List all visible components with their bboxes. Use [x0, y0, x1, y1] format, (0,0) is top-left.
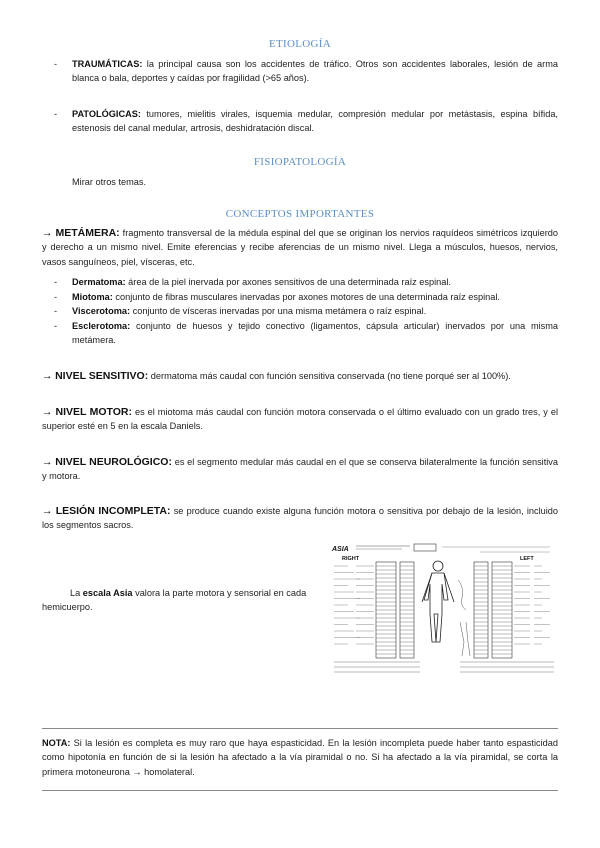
- nivel-neurologico-label: NIVEL NEUROLÓGICO:: [55, 456, 172, 468]
- traumaticas-text: la principal causa son los accidentes de tráfico. Otros son accidentes laborales, lesión de arma blanca o bala, deportes y caídas por fragilidad (>65 años).: [72, 59, 558, 84]
- bullet-dash: -: [54, 59, 58, 69]
- lesion-incompleta-text: se produce cuando existe alguna función motora o sensitiva por debajo de la lesión, incluido los segmentos sacros.: [42, 506, 559, 531]
- asia-post: valora la parte motora y sensorial en cada hemicuerpo.: [42, 588, 307, 613]
- nivel-neurologico-paragraph: [42, 455, 558, 484]
- bullet-dash: -: [54, 109, 58, 119]
- fisiopatologia-text: Mirar otros temas.: [72, 177, 147, 187]
- nivel-motor-paragraph: [42, 405, 558, 434]
- heading-fisiopatologia: FISIOPATOLOGÍA: [253, 156, 347, 168]
- list-item: [72, 319, 558, 348]
- asia-paragraph: [42, 586, 324, 615]
- heading-etiologia: ETIOLOGÍA: [269, 38, 331, 50]
- nivel-sensitivo-paragraph: [42, 369, 558, 383]
- nivel-motor-label: NIVEL MOTOR:: [55, 406, 132, 418]
- traumaticas-paragraph: [72, 57, 558, 86]
- arrow-icon: →: [42, 227, 53, 239]
- nivel-motor-text: es el miotoma más caudal con función motora conservada o el último evaluado con un grado tres, y el superior esté en 5 en la escala Daniels.: [42, 407, 558, 432]
- metamera-text: fragmento transversal de la médula espinal del que se originan los nervios raquídeos simétricos izquierdo y derecho a un mismo nivel. Emite eferencias y recibe aferencias de un mismo nivel. Llega a músculos, huesos, nervios, vasos sanguíneos, piel, vísceras, etc.: [42, 228, 558, 267]
- nota-paragraph: [42, 736, 558, 779]
- list-item: [72, 290, 558, 304]
- divider-top: [42, 728, 558, 729]
- patologicas-label: PATOLÓGICAS:: [72, 109, 141, 119]
- bullet-dash: -: [54, 277, 58, 287]
- item-label: Dermatoma:: [72, 277, 126, 287]
- item-text: conjunto de huesos y tejido conectivo (ligamentos, cápsula articular) inervados por una misma metámera.: [72, 321, 558, 346]
- nota-label: NOTA:: [42, 738, 71, 748]
- bullet-dash: -: [54, 321, 58, 331]
- asia-scale-form-image: [330, 542, 558, 678]
- lesion-incompleta-label: LESIÓN INCOMPLETA:: [55, 505, 171, 517]
- nivel-sensitivo-text: dermatoma más caudal con función sensitiva conservada (no tiene porqué ser al 100%).: [150, 371, 511, 381]
- asia-left-label: LEFT: [520, 556, 534, 562]
- asia-bold: escala Asia: [82, 588, 133, 598]
- arrow-icon: →: [42, 456, 53, 468]
- nota-text: Si la lesión es completa es muy raro que haya espasticidad. En la lesión incompleta puede haber tanto espasticidad como hipotonía en función de si la lesión ha afectado a la vía piramidal o no. Si ha afectado a la vía piramidal, se corta la primera motoneurona → homolateral.: [42, 738, 558, 777]
- asia-pre: La: [70, 588, 81, 598]
- nivel-sensitivo-label: NIVEL SENSITIVO:: [55, 370, 149, 382]
- bullet-dash: -: [54, 306, 58, 316]
- item-text: conjunto de fibras musculares inervadas por axones motores de una determinada raíz espinal.: [115, 292, 500, 302]
- metamera-label: METÁMERA:: [55, 227, 120, 239]
- item-text: área de la piel inervada por axones sensitivos de una determinada raíz espinal.: [128, 277, 451, 287]
- item-text: conjunto de vísceras inervadas por una misma metámera o raíz espinal.: [132, 306, 427, 316]
- lesion-incompleta-paragraph: [42, 504, 558, 533]
- item-label: Miotoma:: [72, 292, 113, 302]
- nivel-neurologico-text: es el segmento medular más caudal en el que se conserva bilateralmente la función sensitiva y motora.: [42, 457, 558, 482]
- bullet-dash: -: [54, 292, 58, 302]
- asia-logo: ASIA: [332, 546, 349, 553]
- metamera-paragraph: [42, 226, 558, 269]
- list-item: [72, 275, 558, 289]
- arrow-icon: →: [42, 406, 53, 418]
- divider-bottom: [42, 790, 558, 791]
- asia-right-label: RIGHT: [342, 556, 360, 562]
- arrow-icon: →: [42, 370, 53, 382]
- traumaticas-label: TRAUMÁTICAS:: [72, 59, 143, 69]
- patologicas-paragraph: [72, 107, 558, 136]
- heading-conceptos: CONCEPTOS IMPORTANTES: [225, 208, 375, 220]
- arrow-icon: →: [42, 505, 53, 517]
- patologicas-text: tumores, mielitis virales, isquemia medular, compresión medular por metástasis, espina bífida, estenosis del canal medular, artrosis, deshidratación discal.: [72, 109, 558, 134]
- item-label: Viscerotoma:: [72, 306, 131, 316]
- item-label: Esclerotoma:: [72, 321, 131, 331]
- list-item: [72, 304, 558, 318]
